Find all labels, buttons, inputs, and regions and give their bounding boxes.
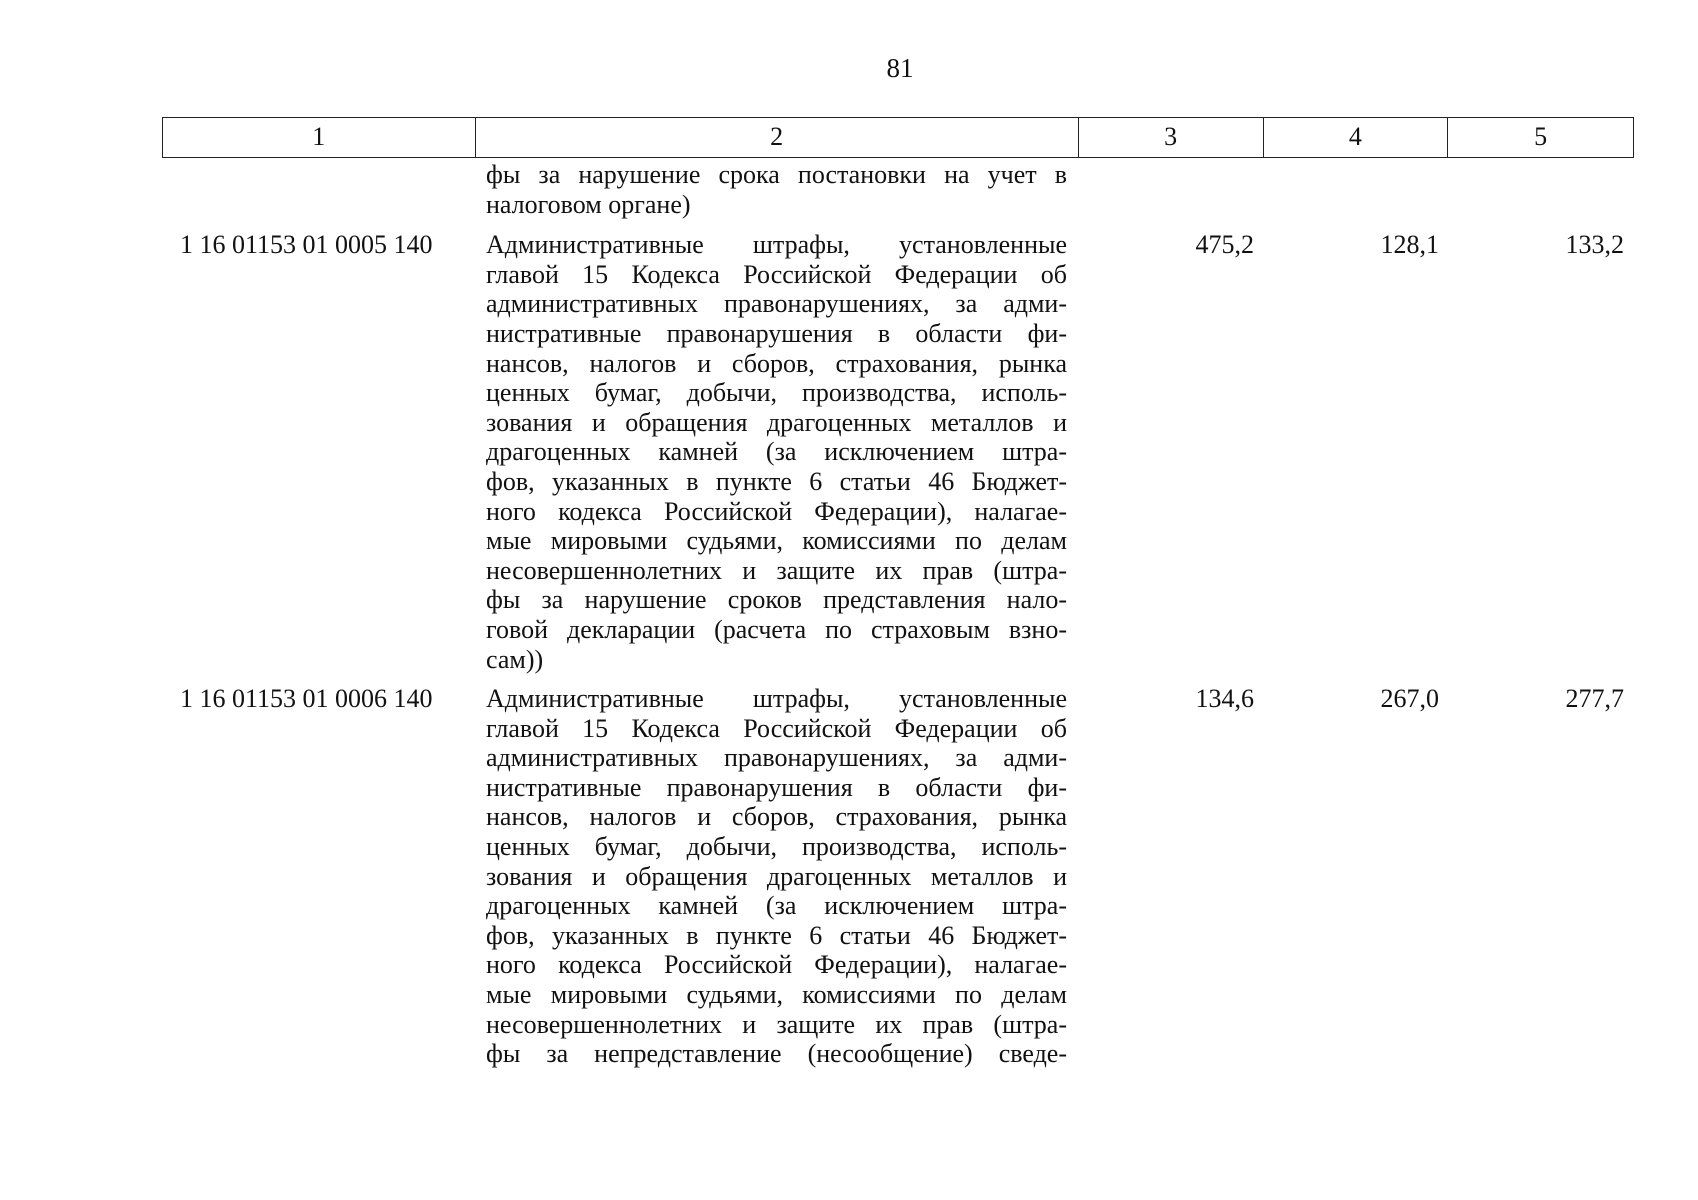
row-description: [475, 160, 1079, 219]
header-col-5: 5: [1534, 122, 1548, 151]
description-line: административных правонарушениях, за адми-: [486, 289, 1067, 319]
description-line: нистративные правонарушения в области фи-: [486, 772, 1067, 802]
row-value-col-5: [1449, 160, 1634, 219]
description-line: несовершеннолетних и защите их прав (штра-: [486, 555, 1067, 585]
description-line: ценных бумаг, добычи, производства, исполь-: [486, 832, 1067, 862]
table-header-row: [162, 117, 1634, 158]
description-line: ного кодекса Российской Федерации), налагае-: [486, 950, 1067, 980]
description-line: главой 15 Кодекса Российской Федерации об: [486, 713, 1067, 743]
description-line: драгоценных камней (за исключением штра-: [486, 437, 1067, 467]
table-row: [162, 684, 1634, 1069]
row-value-col-3: 134,6: [1195, 684, 1254, 714]
header-col-4: 4: [1264, 118, 1449, 157]
row-code: [162, 160, 475, 219]
description-line: фов, указанных в пункте 6 статьи 46 Бюджет-: [486, 466, 1067, 496]
description-line: нансов, налогов и сборов, страхования, рынка: [486, 802, 1067, 832]
description-line: нистративные правонарушения в области фи-: [486, 318, 1067, 348]
row-value-col-3: [1079, 160, 1264, 219]
table-row: [162, 230, 1634, 674]
description-line: административных правонарушениях, за адми-: [486, 743, 1067, 773]
description-line: ного кодекса Российской Федерации), налагае-: [486, 496, 1067, 526]
row-value-col-4: 128,1: [1380, 230, 1439, 260]
row-code: 1 16 01153 01 0006 140: [180, 684, 433, 714]
row-value-col-4: 267,0: [1380, 684, 1439, 714]
description-line: главой 15 Кодекса Российской Федерации об: [486, 259, 1067, 289]
row-code: 1 16 01153 01 0005 140: [180, 230, 433, 260]
description-line: фы за нарушение сроков представления нало-: [486, 585, 1067, 615]
row-value-col-4: [1264, 160, 1449, 219]
description-line: ценных бумаг, добычи, производства, исполь-: [486, 378, 1067, 408]
page-number: 81: [886, 53, 914, 83]
description-line: драгоценных камней (за исключением штра-: [486, 891, 1067, 921]
row-description: [475, 684, 1079, 1069]
description-line: мые мировыми судьями, комиссиями по делам: [486, 526, 1067, 556]
description-line: Административные штрафы, установленные: [486, 230, 1067, 260]
description-line: несовершеннолетних и защите их прав (штра-: [486, 1009, 1067, 1039]
description-line: фов, указанных в пункте 6 статьи 46 Бюджет-: [486, 920, 1067, 950]
row-description: [475, 230, 1079, 674]
description-line: зования и обращения драгоценных металлов и: [486, 407, 1067, 437]
row-value-col-5: 133,2: [1565, 230, 1624, 260]
description-line: фы за непредставление (несообщение) сведе-: [486, 1039, 1067, 1069]
header-col-1: 1: [163, 118, 476, 157]
header-col-2: 2: [476, 118, 1079, 157]
description-line: зования и обращения драгоценных металлов и: [486, 861, 1067, 891]
description-line: фы за нарушение срока постановки на учет в: [486, 160, 1067, 189]
description-line: нансов, налогов и сборов, страхования, рынка: [486, 348, 1067, 378]
row-value-col-3: 475,2: [1195, 230, 1254, 260]
description-line: сам)): [486, 644, 544, 674]
description-line: налоговом органе): [486, 189, 691, 219]
description-line: мые мировыми судьями, комиссиями по делам: [486, 980, 1067, 1010]
description-line: Административные штрафы, установленные: [486, 684, 1067, 714]
header-col-3: 3: [1079, 118, 1264, 157]
description-line: говой декларации (расчета по страховым взно-: [486, 614, 1067, 644]
budget-table: [162, 117, 1634, 1069]
table-row-continuation: [162, 160, 1634, 219]
row-value-col-5: 277,7: [1565, 684, 1624, 714]
